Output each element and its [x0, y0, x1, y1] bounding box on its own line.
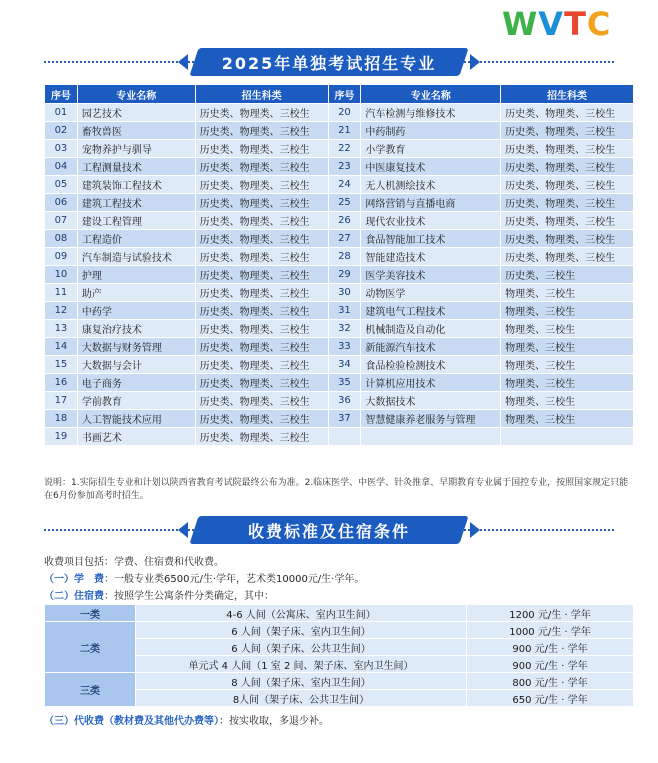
major-category: 历史类、物理类、三校生 — [501, 122, 634, 140]
major-name: 小学教育 — [361, 140, 501, 158]
major-no: 23 — [328, 158, 361, 176]
major-name: 建筑电气工程技术 — [361, 302, 501, 320]
major-name: 工程造价 — [77, 230, 195, 248]
major-category: 历史类、物理类、三校生 — [195, 122, 328, 140]
major-category: 历史类、物理类、三校生 — [195, 212, 328, 230]
note-text: 说明：1.实际招生专业和计划以陕西省教育考试院最终公布为准。2.临床医学、中医学、针灸推拿、早期教育专业属于国控专业，按照国家规定只能在6月份参加高考时招生。 — [44, 478, 629, 501]
major-name: 护理 — [77, 266, 195, 284]
major-category: 物理类、三校生 — [501, 392, 634, 410]
fee-category: 二类 — [45, 622, 136, 673]
major-no: 07 — [45, 212, 78, 230]
table-row — [45, 338, 634, 356]
fee-price: 1200 元/生 · 学年 — [467, 605, 634, 622]
major-category: 历史类、物理类、三校生 — [195, 158, 328, 176]
fee-price: 900 元/生 · 学年 — [467, 639, 634, 656]
major-name: 建筑装饰工程技术 — [77, 176, 195, 194]
major-name: 网络营销与直播电商 — [361, 194, 501, 212]
major-no: 22 — [328, 140, 361, 158]
major-name: 畜牧兽医 — [77, 122, 195, 140]
table-row — [45, 176, 634, 194]
major-no: 24 — [328, 176, 361, 194]
major-no: 15 — [45, 356, 78, 374]
major-no: 28 — [328, 248, 361, 266]
major-no: 16 — [45, 374, 78, 392]
major-name: 汽车检测与维修技术 — [361, 104, 501, 122]
major-category: 历史类、物理类、三校生 — [501, 104, 634, 122]
major-name: 书画艺术 — [77, 428, 195, 446]
header-category: 招生科类 — [195, 85, 328, 104]
major-name: 工程测量技术 — [77, 158, 195, 176]
major-category: 物理类、三校生 — [501, 302, 634, 320]
major-no — [328, 428, 361, 446]
major-name: 智能建造技术 — [361, 248, 501, 266]
header-name: 专业名称 — [77, 85, 195, 104]
fees-banner-title: 收费标准及住宿条件 — [247, 521, 410, 541]
major-no: 11 — [45, 284, 78, 302]
major-category: 物理类、三校生 — [501, 338, 634, 356]
major-no: 32 — [328, 320, 361, 338]
fee-category: 三类 — [45, 673, 136, 707]
major-category: 历史类、物理类、三校生 — [195, 176, 328, 194]
major-no: 20 — [328, 104, 361, 122]
table-row — [45, 248, 634, 266]
major-no: 14 — [45, 338, 78, 356]
major-name: 新能源汽车技术 — [361, 338, 501, 356]
fee-row — [45, 605, 634, 622]
major-name: 大数据与会计 — [77, 356, 195, 374]
table-row — [45, 302, 634, 320]
major-category: 物理类、三校生 — [501, 284, 634, 302]
fee-row — [45, 622, 634, 639]
major-category: 历史类、物理类、三校生 — [195, 302, 328, 320]
major-no: 25 — [328, 194, 361, 212]
major-category: 历史类、三校生 — [501, 266, 634, 284]
major-category: 物理类、三校生 — [501, 410, 634, 428]
major-name: 园艺技术 — [77, 104, 195, 122]
major-no: 31 — [328, 302, 361, 320]
lodging-line — [44, 587, 274, 602]
major-no: 04 — [45, 158, 78, 176]
lodging-fees-table — [44, 604, 634, 707]
major-no: 02 — [45, 122, 78, 140]
header-no: 序号 — [328, 85, 361, 104]
major-category — [501, 428, 634, 446]
major-no: 13 — [45, 320, 78, 338]
major-no: 29 — [328, 266, 361, 284]
major-category: 历史类、物理类、三校生 — [195, 338, 328, 356]
major-no: 06 — [45, 194, 78, 212]
fee-price: 800 元/生 · 学年 — [467, 673, 634, 690]
fee-room: 8 人间（架子床、室内卫生间） — [136, 673, 467, 690]
major-category: 历史类、物理类、三校生 — [501, 176, 634, 194]
majors-banner — [44, 48, 614, 76]
major-category: 历史类、物理类、三校生 — [195, 320, 328, 338]
lodging-label: （二）住宿费 — [44, 591, 104, 602]
major-no: 37 — [328, 410, 361, 428]
fee-room: 4-6 人间（公寓床、室内卫生间） — [136, 605, 467, 622]
major-category: 历史类、物理类、三校生 — [195, 230, 328, 248]
major-category: 历史类、物理类、三校生 — [195, 428, 328, 446]
major-name: 机械制造及自动化 — [361, 320, 501, 338]
table-row — [45, 212, 634, 230]
major-no: 05 — [45, 176, 78, 194]
major-no: 03 — [45, 140, 78, 158]
major-name: 动物医学 — [361, 284, 501, 302]
major-name: 无人机测绘技术 — [361, 176, 501, 194]
lodging-text: ：按照学生公寓条件分类确定，其中： — [104, 591, 274, 602]
svg-text:WVTC: WVTC — [502, 5, 612, 42]
major-category: 历史类、物理类、三校生 — [501, 194, 634, 212]
major-category: 历史类、物理类、三校生 — [501, 248, 634, 266]
tuition-line — [44, 570, 364, 585]
major-category: 物理类、三校生 — [501, 374, 634, 392]
header-no: 序号 — [45, 85, 78, 104]
major-category: 历史类、物理类、三校生 — [195, 194, 328, 212]
major-category: 历史类、物理类、三校生 — [195, 266, 328, 284]
major-no: 36 — [328, 392, 361, 410]
major-no: 08 — [45, 230, 78, 248]
major-no: 12 — [45, 302, 78, 320]
table-row — [45, 230, 634, 248]
fee-row — [45, 673, 634, 690]
major-category: 历史类、物理类、三校生 — [195, 284, 328, 302]
table-row — [45, 320, 634, 338]
major-category: 物理类、三校生 — [501, 320, 634, 338]
majors-header-row — [45, 85, 634, 104]
major-name: 中药制药 — [361, 122, 501, 140]
wvtc-logo — [500, 4, 636, 42]
major-no: 18 — [45, 410, 78, 428]
major-name: 大数据技术 — [361, 392, 501, 410]
major-name: 助产 — [77, 284, 195, 302]
other-fees-line — [44, 712, 329, 727]
major-no: 19 — [45, 428, 78, 446]
table-row — [45, 392, 634, 410]
major-name — [361, 428, 501, 446]
major-name: 电子商务 — [77, 374, 195, 392]
table-row — [45, 374, 634, 392]
table-row — [45, 356, 634, 374]
major-no: 27 — [328, 230, 361, 248]
major-category: 历史类、物理类、三校生 — [501, 158, 634, 176]
major-name: 医学美容技术 — [361, 266, 501, 284]
major-no: 26 — [328, 212, 361, 230]
header-name: 专业名称 — [361, 85, 501, 104]
tuition-label: （一）学 费 — [44, 574, 104, 585]
table-row — [45, 284, 634, 302]
major-no: 21 — [328, 122, 361, 140]
major-no: 01 — [45, 104, 78, 122]
table-row — [45, 194, 634, 212]
major-name: 大数据与财务管理 — [77, 338, 195, 356]
fee-category: 一类 — [45, 605, 136, 622]
major-name: 学前教育 — [77, 392, 195, 410]
major-no: 33 — [328, 338, 361, 356]
major-category: 历史类、物理类、三校生 — [195, 248, 328, 266]
major-category: 历史类、物理类、三校生 — [195, 410, 328, 428]
major-no: 34 — [328, 356, 361, 374]
major-category: 历史类、物理类、三校生 — [501, 212, 634, 230]
table-row — [45, 266, 634, 284]
major-category: 物理类、三校生 — [501, 356, 634, 374]
major-name: 中药学 — [77, 302, 195, 320]
fee-room: 单元式 4 人间（1 室 2 间、架子床、室内卫生间） — [136, 656, 467, 673]
major-category: 历史类、物理类、三校生 — [195, 392, 328, 410]
major-name: 智慧健康养老服务与管理 — [361, 410, 501, 428]
table-row — [45, 104, 634, 122]
major-name: 食品检验检测技术 — [361, 356, 501, 374]
fee-price: 900 元/生 · 学年 — [467, 656, 634, 673]
major-no: 30 — [328, 284, 361, 302]
major-no: 35 — [328, 374, 361, 392]
majors-banner-title: 2025年单独考试招生专业 — [221, 53, 437, 73]
major-name: 建设工程管理 — [77, 212, 195, 230]
major-name: 康复治疗技术 — [77, 320, 195, 338]
fees-intro: 收费项目包括：学费、住宿费和代收费。 — [44, 557, 224, 568]
table-row — [45, 122, 634, 140]
major-name: 中医康复技术 — [361, 158, 501, 176]
major-category: 历史类、物理类、三校生 — [195, 140, 328, 158]
other-fees-text: ：按实收取，多退少补。 — [219, 716, 329, 727]
major-name: 建筑工程技术 — [77, 194, 195, 212]
fee-room: 6 人间（架子床、公共卫生间） — [136, 639, 467, 656]
majors-table — [44, 84, 634, 446]
other-fees-label: （三）代收费（教材费及其他代办费等） — [44, 716, 219, 727]
major-name: 人工智能技术应用 — [77, 410, 195, 428]
header-category: 招生科类 — [501, 85, 634, 104]
major-name: 食品智能加工技术 — [361, 230, 501, 248]
fee-room: 8人间（架子床、公共卫生间） — [136, 690, 467, 707]
table-row — [45, 140, 634, 158]
major-category: 历史类、物理类、三校生 — [195, 104, 328, 122]
table-row — [45, 428, 634, 446]
fee-room: 6 人间（架子床、室内卫生间） — [136, 622, 467, 639]
tuition-text: ：一般专业类6500元/生·学年，艺术类10000元/生·学年。 — [104, 574, 365, 585]
major-no: 17 — [45, 392, 78, 410]
table-row — [45, 158, 634, 176]
table-row — [45, 410, 634, 428]
major-category: 历史类、物理类、三校生 — [195, 374, 328, 392]
major-no: 09 — [45, 248, 78, 266]
major-category: 历史类、物理类、三校生 — [501, 140, 634, 158]
fee-price: 1000 元/生 · 学年 — [467, 622, 634, 639]
fees-banner — [44, 516, 614, 544]
major-name: 汽车制造与试验技术 — [77, 248, 195, 266]
major-name: 现代农业技术 — [361, 212, 501, 230]
fee-price: 650 元/生 · 学年 — [467, 690, 634, 707]
major-category: 历史类、物理类、三校生 — [195, 356, 328, 374]
major-category: 历史类、物理类、三校生 — [501, 230, 634, 248]
major-name: 计算机应用技术 — [361, 374, 501, 392]
major-no: 10 — [45, 266, 78, 284]
major-name: 宠物养护与驯导 — [77, 140, 195, 158]
